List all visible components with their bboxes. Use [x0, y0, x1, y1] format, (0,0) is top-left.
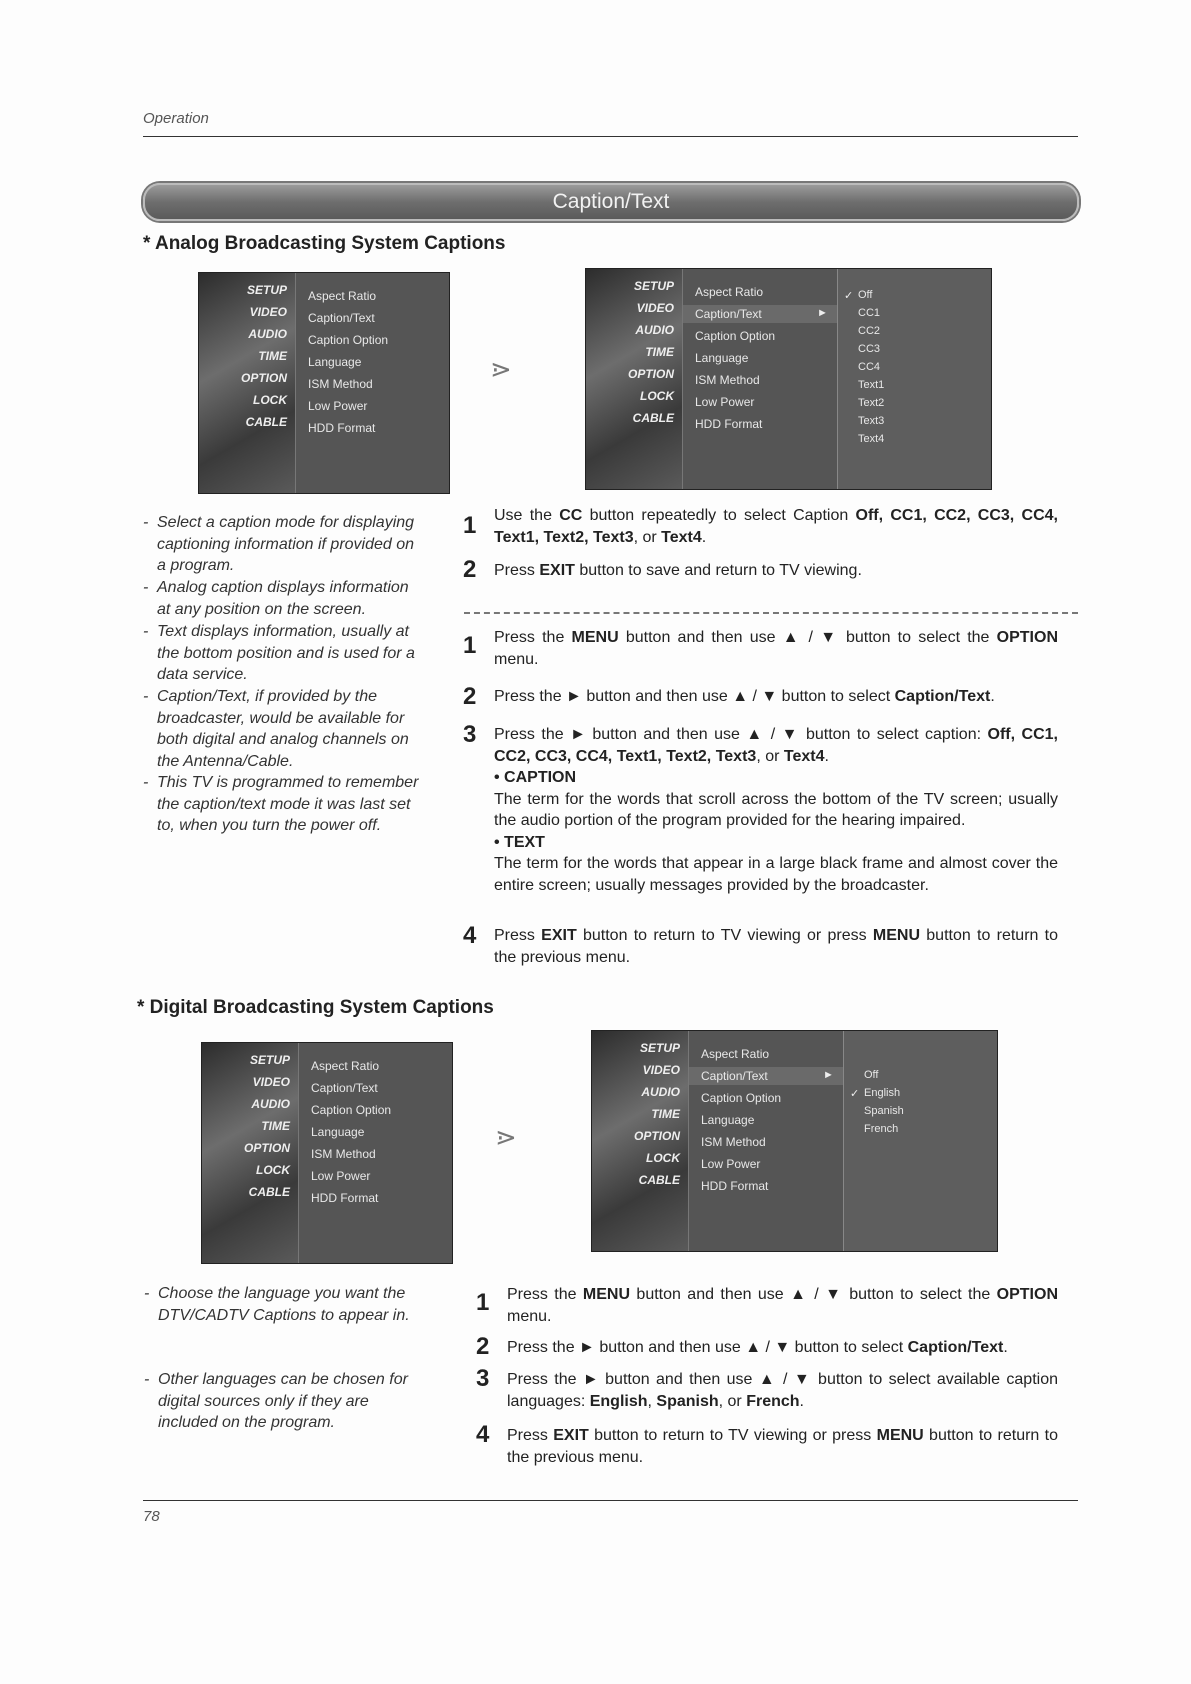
dashed-divider	[464, 612, 1078, 614]
menu-audio: AUDIO	[251, 1097, 290, 1111]
submenu-option: Text1	[858, 379, 885, 391]
step-text: Press the ► button and then use ▲ / ▼ button to select Caption/Text.	[507, 1339, 1008, 1356]
submenu-option: CC4	[858, 361, 881, 373]
step-text: Press the ► button and then use ▲ / ▼ button to select Caption/Text.	[494, 688, 995, 705]
osd-item: Aspect Ratio	[695, 285, 764, 299]
submenu-option: English	[864, 1087, 901, 1099]
osd-item: Caption Option	[701, 1091, 782, 1105]
analog-note: - Text displays information, usually at the bottom position and is used for a data service.	[143, 623, 415, 684]
osd-item: ISM Method	[311, 1147, 376, 1161]
osd-item: Caption Option	[308, 333, 389, 347]
menu-video: VIDEO	[636, 301, 674, 315]
digital-note: - Choose the language you want the DTV/CADTV Captions to appear in.	[144, 1285, 410, 1324]
text-label: • TEXT	[494, 833, 545, 851]
osd-item: ISM Method	[695, 373, 760, 387]
menu-option: OPTION	[633, 1129, 680, 1143]
submenu-option: CC2	[858, 325, 881, 337]
osd-item: Caption Option	[311, 1103, 392, 1117]
submenu-option: Text3	[858, 415, 885, 427]
menu-video: VIDEO	[249, 305, 287, 319]
play-arrow-icon: ►	[817, 307, 828, 319]
step-number: 3	[463, 721, 477, 748]
menu-time: TIME	[261, 1119, 290, 1133]
osd-item: Language	[701, 1113, 755, 1127]
menu-audio: AUDIO	[248, 327, 287, 341]
osd-item: Low Power	[701, 1157, 761, 1171]
analog-note: - This TV is programmed to remember the caption/text mode it was last set to, when you turn the power off.	[143, 774, 419, 835]
menu-option: OPTION	[240, 371, 287, 385]
step-text: Use the CC button repeatedly to select Caption Off, CC1, CC2, CC3, CC4, Text1, Text2, Text3, or Text4.	[494, 507, 1058, 546]
osd-item: HDD Format	[695, 417, 763, 431]
menu-lock: LOCK	[253, 393, 287, 407]
osd-item: Aspect Ratio	[308, 289, 377, 303]
submenu-option: French	[864, 1123, 899, 1135]
submenu-option: Off	[864, 1069, 879, 1081]
menu-setup: SETUP	[633, 279, 674, 293]
analog-note: - Select a caption mode for displaying captioning information if provided on a program.	[143, 514, 415, 575]
osd-item: Low Power	[308, 399, 368, 413]
step-text: Press EXIT button to return to TV viewing or press MENU button to return to the previous menu.	[494, 927, 1059, 966]
check-icon: ✓	[850, 1088, 860, 1100]
analog-note: - Caption/Text, if provided by the broadcaster, would be available for both digital and analog channels on the Antenna/Cable.	[143, 688, 409, 771]
step-number: 2	[463, 556, 477, 583]
menu-option: OPTION	[627, 367, 674, 381]
menu-setup: SETUP	[249, 1053, 290, 1067]
step-number: 4	[476, 1421, 490, 1448]
osd-item: Low Power	[695, 395, 755, 409]
osd-item: Caption/Text	[308, 311, 375, 325]
menu-cable: CABLE	[638, 1173, 680, 1187]
step-text: Press EXIT button to save and return to TV viewing.	[494, 562, 862, 579]
menu-lock: LOCK	[640, 389, 674, 403]
menu-audio: AUDIO	[635, 323, 674, 337]
submenu-option: CC1	[858, 307, 881, 319]
osd-item: Language	[308, 355, 362, 369]
osd-item: Aspect Ratio	[701, 1047, 770, 1061]
arrow-right-icon: ⋗	[495, 1122, 517, 1152]
osd-item: ISM Method	[701, 1135, 766, 1149]
menu-cable: CABLE	[248, 1185, 290, 1199]
menu-setup: SETUP	[246, 283, 287, 297]
header-rule	[143, 136, 1078, 137]
step-text: Press EXIT button to return to TV viewing or press MENU button to return to the previous menu.	[507, 1427, 1059, 1466]
step-text: Press the MENU button and then use ▲ / ▼ button to select the OPTION menu.	[507, 1286, 1058, 1325]
digital-osd-menu	[201, 1042, 453, 1264]
menu-video: VIDEO	[642, 1063, 680, 1077]
step-number: 1	[476, 1289, 490, 1316]
osd-item: ISM Method	[308, 377, 373, 391]
footer-rule	[143, 1500, 1078, 1501]
menu-lock: LOCK	[256, 1163, 290, 1177]
digital-note: - Other languages can be chosen for digital sources only if they are included on the program.	[144, 1371, 408, 1432]
submenu-option: Text4	[858, 433, 885, 445]
step-text: Press the ► button and then use ▲ / ▼ button to select available caption languages: English, Spanish, or French.	[507, 1371, 1058, 1410]
step-text: Press the MENU button and then use ▲ / ▼ button to select the OPTION menu.	[494, 629, 1058, 668]
analog-note: - Analog caption displays information at any position on the screen.	[143, 579, 409, 618]
check-icon: ✓	[844, 290, 854, 302]
step-text: Press the ► button and then use ▲ / ▼ button to select caption: Off, CC1, CC2, CC3, CC4, Text1, Text2, Text3, or Text4. • CAPTION The term for the words that scroll across the bottom of the TV screen; usually the audio portion of the program provided for the hearing impaired. • TEXT The term for the words that appear in a large black frame and almost cover the entire screen; usually messages provided by the broadcaster.	[494, 726, 1059, 894]
analog-osd-submenu	[585, 268, 992, 490]
step-number: 2	[463, 683, 477, 710]
submenu-option: CC3	[858, 343, 881, 355]
osd-item: HDD Format	[701, 1179, 769, 1193]
osd-item: Aspect Ratio	[311, 1059, 380, 1073]
page-title-banner: Caption/Text	[143, 183, 1079, 221]
caption-label: • CAPTION	[494, 769, 577, 786]
digital-osd-submenu	[591, 1030, 998, 1252]
menu-time: TIME	[645, 345, 674, 359]
play-arrow-icon: ►	[823, 1069, 834, 1081]
osd-item-selected: Caption/Text	[695, 307, 762, 321]
submenu-option: Text2	[858, 397, 885, 409]
step-number: 1	[463, 512, 477, 539]
step-number: 1	[463, 632, 477, 659]
osd-item-selected: Caption/Text	[701, 1069, 768, 1083]
analog-osd-menu	[198, 272, 450, 494]
menu-video: VIDEO	[252, 1075, 290, 1089]
arrow-right-icon: ⋗	[490, 354, 512, 384]
menu-time: TIME	[258, 349, 287, 363]
menu-setup: SETUP	[639, 1041, 680, 1055]
osd-item: HDD Format	[311, 1191, 379, 1205]
page-number: 78	[143, 1508, 160, 1525]
osd-item: Language	[695, 351, 749, 365]
osd-item: Caption/Text	[311, 1081, 378, 1095]
step-number: 4	[463, 922, 477, 949]
menu-time: TIME	[651, 1107, 680, 1121]
osd-item: Low Power	[311, 1169, 371, 1183]
section-label: Operation	[143, 110, 209, 127]
submenu-option: Off	[858, 289, 873, 301]
menu-option: OPTION	[243, 1141, 290, 1155]
step-number: 2	[476, 1333, 490, 1360]
step-number: 3	[476, 1365, 490, 1392]
analog-heading: * Analog Broadcasting System Captions	[143, 233, 506, 254]
menu-audio: AUDIO	[641, 1085, 680, 1099]
osd-item: HDD Format	[308, 421, 376, 435]
osd-item: Caption Option	[695, 329, 776, 343]
menu-cable: CABLE	[632, 411, 674, 425]
menu-cable: CABLE	[245, 415, 287, 429]
digital-heading: * Digital Broadcasting System Captions	[137, 997, 494, 1018]
osd-item: Language	[311, 1125, 365, 1139]
menu-lock: LOCK	[646, 1151, 680, 1165]
submenu-option: Spanish	[864, 1105, 904, 1117]
